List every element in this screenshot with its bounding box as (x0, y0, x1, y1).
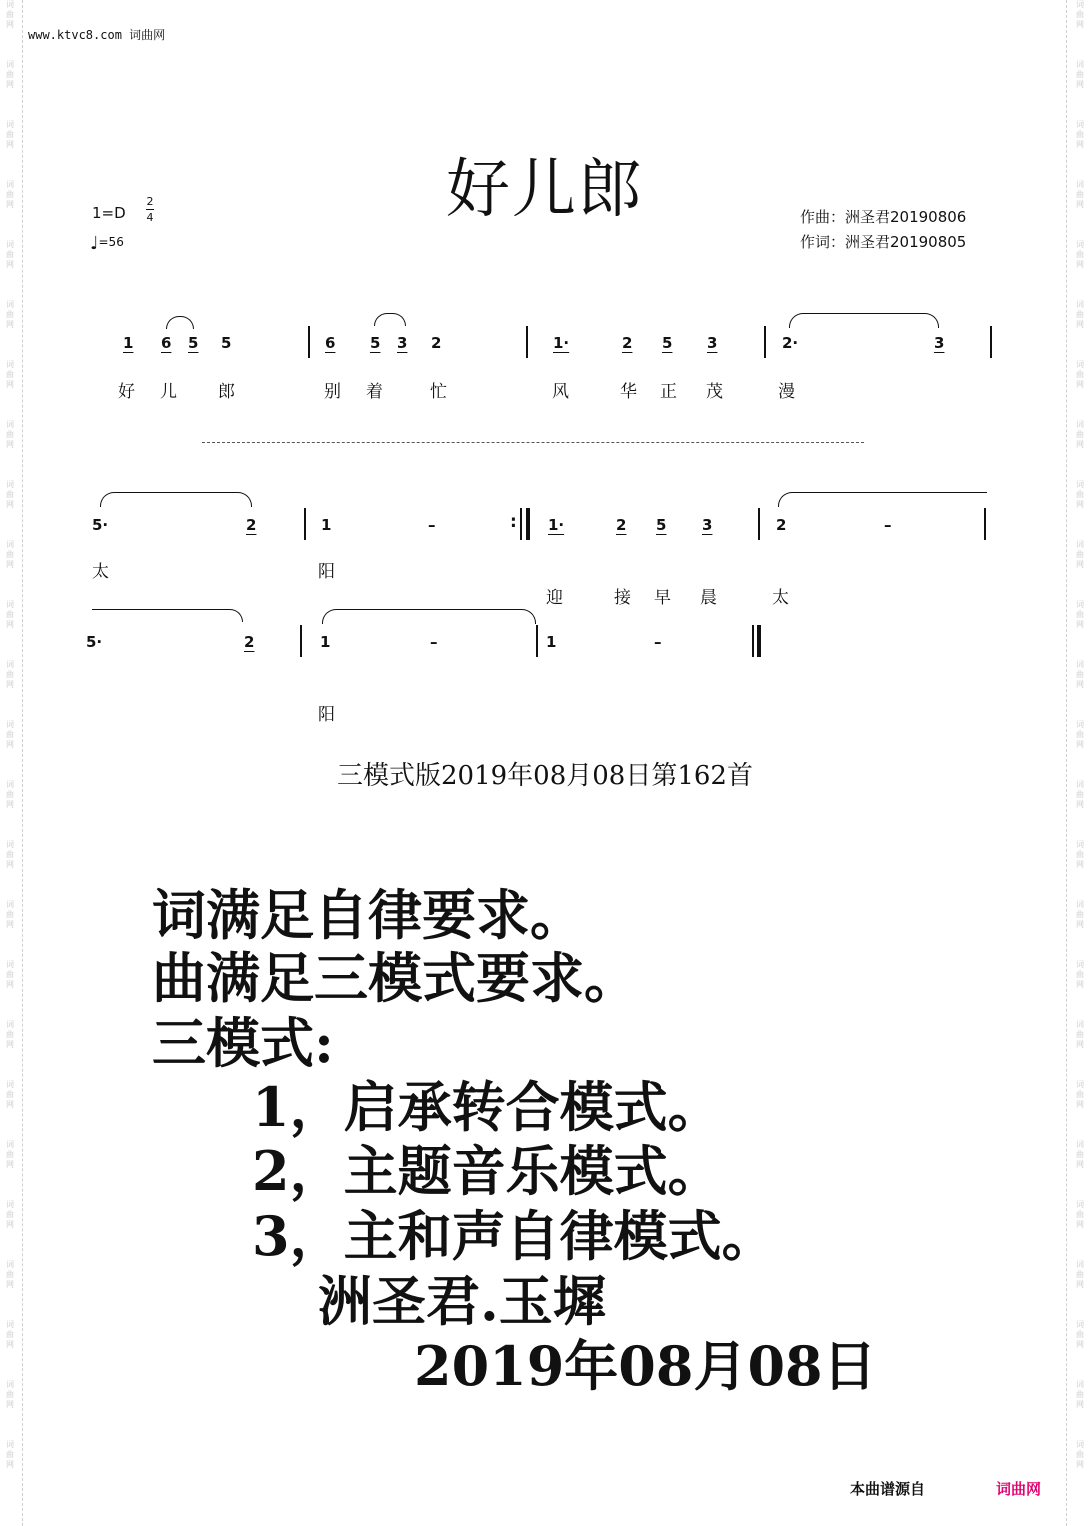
watermark-mark: 词 曲 网 (6, 360, 14, 389)
watermark-mark: 词 曲 网 (1076, 480, 1084, 509)
watermark-mark: 词 曲 网 (6, 1080, 14, 1109)
watermark-mark: 词 曲 网 (1076, 960, 1084, 989)
composer-credit: 作曲：洲圣君20190806 (800, 208, 967, 226)
note: – (428, 516, 436, 534)
watermark-mark: 词 曲 网 (6, 1380, 14, 1409)
note: 2 (431, 334, 442, 352)
barline (990, 326, 992, 358)
watermark-mark: 词 曲 网 (1076, 1320, 1084, 1349)
note: – (654, 633, 662, 651)
watermark-mark: 词 曲 网 (6, 480, 14, 509)
note: 1 (320, 633, 331, 651)
watermark-mark: 词 曲 网 (1076, 420, 1084, 449)
lyric-alt: 早 (654, 588, 671, 608)
lyric: 儿 (160, 382, 177, 402)
watermark-mark: 词 曲 网 (6, 420, 14, 449)
watermark-mark: 词 曲 网 (1076, 840, 1084, 869)
note: 5· (92, 516, 109, 534)
watermark-mark: 词 曲 网 (6, 960, 14, 989)
lyric: 正 (660, 382, 677, 402)
note: 2· (782, 334, 799, 352)
watermark-mark: 词 曲 网 (1076, 300, 1084, 329)
lyric: 茂 (706, 382, 723, 402)
barline (758, 508, 760, 540)
lyric: 阳 (318, 562, 335, 582)
watermark-mark: 词 曲 网 (1076, 60, 1084, 89)
site-label[interactable]: www.ktvc8.com 词曲网 (28, 28, 166, 42)
note: 5 (221, 334, 232, 352)
slur-tie (374, 313, 406, 326)
watermark-mark: 词 曲 网 (1076, 1380, 1084, 1409)
note: 5 (662, 334, 673, 352)
watermark-mark: 词 曲 网 (1076, 1200, 1084, 1229)
watermark-mark: 词 曲 网 (1076, 1260, 1084, 1289)
slur-tie (92, 609, 243, 622)
watermark-mark: 词 曲 网 (1076, 900, 1084, 929)
lyric-alt: 接 (614, 588, 631, 608)
watermark-mark: 词 曲 网 (1076, 540, 1084, 569)
lyric: 好 (118, 382, 135, 402)
watermark-mark: 词 曲 网 (6, 300, 14, 329)
barline (764, 326, 766, 358)
watermark-mark: 词 曲 网 (6, 1140, 14, 1169)
song-title: 好儿郎 (446, 153, 644, 227)
watermark-mark: 词 曲 网 (6, 0, 14, 29)
note: 5 (370, 334, 381, 352)
watermark-mark: 词 曲 网 (1076, 1020, 1084, 1049)
lyric: 华 (620, 382, 637, 402)
lyric-alt: 晨 (700, 588, 717, 608)
repeat-barline (520, 508, 522, 540)
watermark-mark: 词 曲 网 (1076, 720, 1084, 749)
watermark-mark: 词 曲 网 (6, 240, 14, 269)
watermark-mark: 词 曲 网 (1076, 360, 1084, 389)
watermark-mark: 词 曲 网 (1076, 180, 1084, 209)
slur-tie (166, 316, 194, 329)
notes-line: 曲满足三模式要求。 (152, 946, 638, 1010)
watermark-mark: 词 曲 网 (6, 1260, 14, 1289)
slur-tie (778, 492, 987, 507)
watermark-mark: 词 曲 网 (6, 1020, 14, 1049)
note: 2 (244, 633, 255, 651)
footer-source-label: 本曲谱源自 (850, 1480, 926, 1498)
watermark-mark: 词 曲 网 (6, 780, 14, 809)
notes-line: 1，启承转合模式。 (252, 1075, 722, 1139)
time-divider (146, 209, 154, 210)
notes-line: 词满足自律要求。 (152, 883, 584, 947)
note: 1 (546, 633, 557, 651)
watermark-mark: 词 曲 网 (6, 1440, 14, 1469)
watermark-mark: 词 曲 网 (1076, 600, 1084, 629)
tempo-value: =56 (98, 235, 124, 249)
note: 1 (321, 516, 332, 534)
lyric-alt: 太 (772, 588, 789, 608)
notes-line: 2，主题音乐模式。 (252, 1139, 722, 1203)
note: 3 (397, 334, 408, 352)
note: 5 (188, 334, 199, 352)
note: 3 (702, 516, 713, 534)
final-barline-thick (757, 625, 761, 657)
lyric-alt: 迎 (546, 588, 563, 608)
watermark-mark: 词 曲 网 (1076, 0, 1084, 29)
time-top: 2 (146, 195, 154, 208)
note: – (430, 633, 438, 651)
repeat-barline-thick (526, 508, 530, 540)
watermark-mark: 词 曲 网 (1076, 780, 1084, 809)
watermark-mark: 词 曲 网 (1076, 660, 1084, 689)
date-line: 2019年08月08日 (414, 1334, 877, 1398)
lyric: 风 (552, 382, 569, 402)
watermark-mark: 词 曲 网 (6, 180, 14, 209)
lyric: 太 (92, 562, 109, 582)
barline (304, 508, 306, 540)
footer-site-link[interactable]: 词曲网 (996, 1480, 1042, 1498)
note: 2 (246, 516, 257, 534)
note: 5 (656, 516, 667, 534)
section-divider (202, 442, 864, 443)
note: 5· (86, 633, 103, 651)
lyric: 郎 (218, 382, 235, 402)
watermark-mark: 词 曲 网 (6, 1200, 14, 1229)
slur-tie (789, 313, 939, 328)
watermark-mark: 词 曲 网 (6, 720, 14, 749)
signature-line: 洲圣君.玉墀 (318, 1269, 607, 1333)
watermark-mark: 词 曲 网 (1076, 1140, 1084, 1169)
watermark-mark: 词 曲 网 (6, 60, 14, 89)
lyric: 忙 (430, 382, 447, 402)
notes-line: 三模式: (152, 1011, 334, 1075)
slur-tie (100, 492, 252, 507)
barline (984, 508, 986, 540)
tempo-marking (90, 230, 124, 254)
watermark-mark: 词 曲 网 (6, 600, 14, 629)
version-caption: 三模式版2019年08月08日第162首 (337, 761, 753, 791)
watermark-mark: 词 曲 网 (6, 840, 14, 869)
note: 3 (934, 334, 945, 352)
lyric: 阳 (318, 705, 335, 725)
lyric: 漫 (778, 382, 795, 402)
note: 6 (325, 334, 336, 352)
quarter-note-icon: ♩ (90, 233, 99, 254)
note: 6 (161, 334, 172, 352)
slur-tie (322, 609, 536, 624)
note: – (884, 516, 892, 534)
watermark-mark: 词 曲 网 (1076, 1440, 1084, 1469)
barline (526, 326, 528, 358)
note: 3 (707, 334, 718, 352)
note: 1· (548, 516, 565, 534)
watermark-mark: 词 曲 网 (6, 120, 14, 149)
watermark-mark: 词 曲 网 (6, 900, 14, 929)
watermark-mark: 词 曲 网 (1076, 1080, 1084, 1109)
note: 1· (553, 334, 570, 352)
note: 1 (123, 334, 134, 352)
key-signature: 1=D (92, 204, 126, 222)
barline (536, 625, 538, 657)
watermark-mark: 词 曲 网 (6, 1320, 14, 1349)
time-signature (146, 195, 154, 224)
lyric: 着 (366, 382, 383, 402)
repeat-dots: : (510, 512, 517, 532)
watermark-mark: 词 曲 网 (1076, 120, 1084, 149)
lyricist-credit: 作词：洲圣君20190805 (800, 233, 967, 251)
note: 2 (622, 334, 633, 352)
barline (308, 326, 310, 358)
notes-line: 3，主和声自律模式。 (252, 1204, 776, 1268)
watermark-mark: 词 曲 网 (6, 540, 14, 569)
barline (300, 625, 302, 657)
final-barline (752, 625, 754, 657)
watermark-mark: 词 曲 网 (1076, 240, 1084, 269)
watermark-mark: 词 曲 网 (6, 660, 14, 689)
note: 2 (776, 516, 787, 534)
lyric: 别 (324, 382, 341, 402)
note: 2 (616, 516, 627, 534)
time-bottom: 4 (146, 211, 154, 224)
